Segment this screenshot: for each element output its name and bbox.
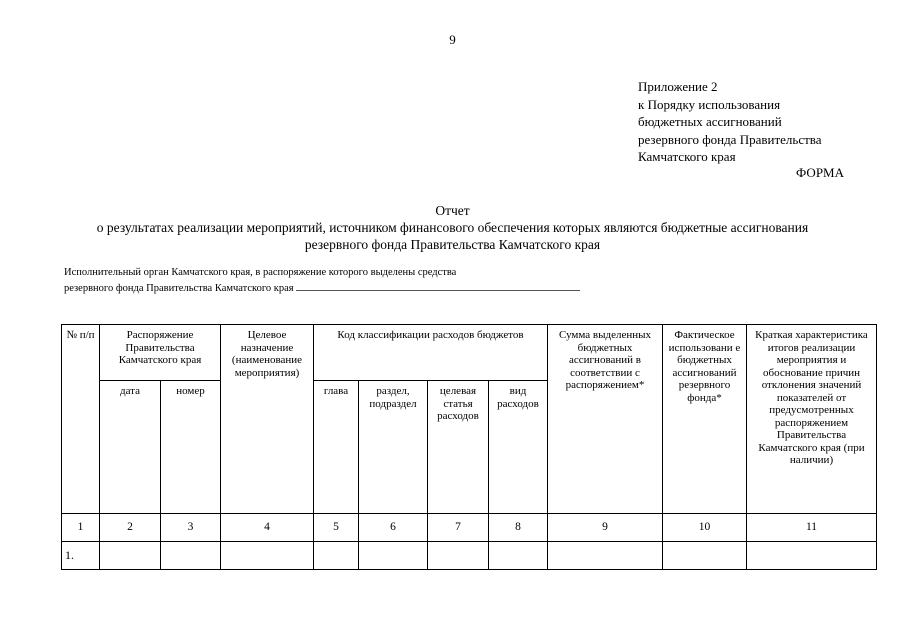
appendix-line: Приложение 2 bbox=[638, 79, 718, 94]
report-table bbox=[61, 324, 877, 570]
page-number: 9 bbox=[449, 32, 456, 47]
column-number: 7 bbox=[428, 514, 489, 542]
header-order: Распоряжение Правительства Камчатского края bbox=[100, 325, 221, 381]
header-classification: Код классификации расходов бюджетов bbox=[314, 325, 548, 381]
appendix-line: бюджетных ассигнований bbox=[638, 114, 782, 129]
cell-purpose[interactable] bbox=[221, 542, 314, 570]
appendix-line: резервного фонда Правительства bbox=[638, 131, 822, 147]
column-number: 3 bbox=[161, 514, 221, 542]
header-num: № п/п bbox=[62, 325, 100, 514]
column-number-row bbox=[62, 514, 877, 542]
cell-section[interactable] bbox=[359, 542, 428, 570]
column-number: 8 bbox=[489, 514, 548, 542]
title-line-2: о результатах реализации мероприятий, источником финансового обеспечения которых являются бюджетные ассигнования bbox=[96, 220, 809, 235]
title-line-3: резервного фонда Правительства Камчатского края bbox=[304, 237, 601, 252]
appendix-block bbox=[638, 78, 822, 166]
header-section: раздел, подраздел bbox=[359, 381, 428, 514]
appendix-line: к Порядку использования bbox=[638, 96, 781, 112]
column-number: 9 bbox=[548, 514, 663, 542]
executor-line-2 bbox=[64, 280, 580, 296]
cell-expense-type[interactable] bbox=[489, 542, 548, 570]
cell-actual-use[interactable] bbox=[663, 542, 747, 570]
cell-target-article[interactable] bbox=[428, 542, 489, 570]
column-number: 4 bbox=[221, 514, 314, 542]
title-line-1: Отчет bbox=[435, 203, 470, 218]
column-number: 1 bbox=[62, 514, 100, 542]
header-expense-type: вид расходов bbox=[489, 381, 548, 514]
executor-line-1: Исполнительный орган Камчатского края, в распоряжение которого выделены средства bbox=[64, 267, 457, 278]
appendix-line: Камчатского края bbox=[638, 149, 736, 164]
cell-summary[interactable] bbox=[747, 542, 877, 570]
cell-order-date[interactable] bbox=[100, 542, 161, 570]
form-label: ФОРМА bbox=[796, 165, 844, 180]
cell-chapter[interactable] bbox=[314, 542, 359, 570]
header-order-number: номер bbox=[161, 381, 221, 514]
cell-allocated-sum[interactable] bbox=[548, 542, 663, 570]
table-row bbox=[62, 542, 877, 570]
column-number: 11 bbox=[747, 514, 877, 542]
header-actual-use: Фактическое использовани е бюджетных ассигнований резервного фонда* bbox=[663, 325, 747, 514]
header-summary: Краткая характеристика итогов реализации мероприятия и обоснование причин отклонения значений показателей от предусмотренных распоряжением Правительства Камчатского края (при наличии) bbox=[747, 325, 877, 514]
row-num: 1. bbox=[62, 542, 100, 570]
header-target-article: целевая статья расходов bbox=[428, 381, 489, 514]
executor-line-2-text: резервного фонда Правительства Камчатского края bbox=[64, 283, 294, 294]
executor-block bbox=[64, 266, 580, 296]
header-allocated-sum: Сумма выделенных бюджетных ассигнований в соответствии с распоряжением* bbox=[548, 325, 663, 514]
column-number: 6 bbox=[359, 514, 428, 542]
report-title bbox=[0, 202, 905, 253]
header-order-date: дата bbox=[100, 381, 161, 514]
column-number: 5 bbox=[314, 514, 359, 542]
executor-fill-line[interactable] bbox=[296, 280, 580, 291]
header-chapter: глава bbox=[314, 381, 359, 514]
cell-order-number[interactable] bbox=[161, 542, 221, 570]
column-number: 10 bbox=[663, 514, 747, 542]
header-row-1 bbox=[62, 325, 877, 381]
header-purpose: Целевое назначение (наименование мероприятия) bbox=[221, 325, 314, 514]
column-number: 2 bbox=[100, 514, 161, 542]
